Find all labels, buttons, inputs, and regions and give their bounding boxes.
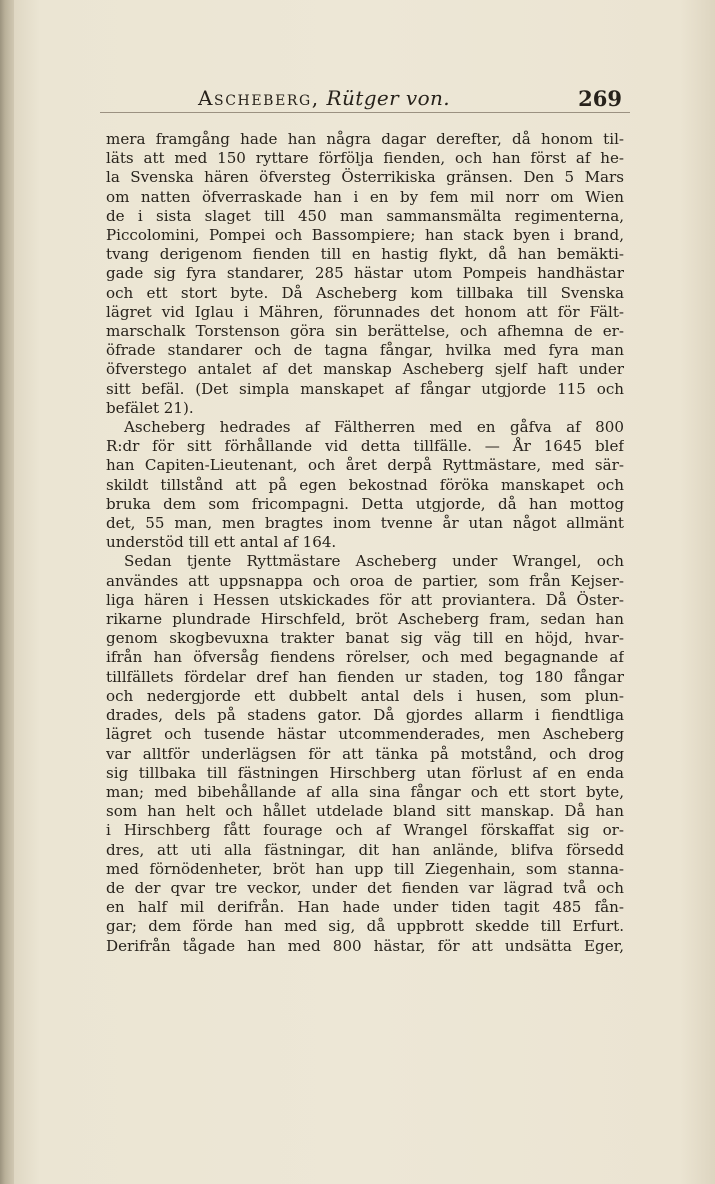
text-line: i Hirschberg fått fourage och af Wrangel förskaffat sig or-: [106, 821, 624, 840]
text-line: understöd till ett antal af 164.: [106, 533, 337, 552]
text-line: man; med bibehållande af alla sina fångar och ett stort byte,: [106, 782, 624, 801]
running-head: [198, 86, 450, 110]
text-line: R:dr för sitt förhållande vid detta tillfälle. — År 1645 blef: [106, 437, 624, 456]
text-line: han Capiten-Lieutenant, och året derpå Ryttmästare, med sär-: [106, 456, 624, 475]
text-line: drades, dels på stadens gator. Då gjordes allarm i fiendtliga: [106, 706, 624, 725]
text-line: liga hären i Hessen utskickades för att proviantera. Då Öster-: [106, 590, 624, 609]
running-head-surname: Ascheberg,: [198, 86, 320, 110]
running-head-name: Rütger von.: [326, 86, 451, 110]
text-line: var alltför underlägsen för att tänka på motstånd, och drog: [106, 744, 624, 763]
text-line: Sedan tjente Ryttmästare Ascheberg under Wrangel, och: [124, 552, 624, 571]
text-line: Derifrån tågade han med 800 hästar, för att undsätta Eger,: [106, 936, 624, 955]
text-line: la Svenska hären öfversteg Österrikiska gränsen. Den 5 Mars: [106, 168, 624, 187]
paragraph-3: [106, 552, 624, 955]
text-line: gade sig fyra standarer, 285 hästar utom Pompeis handhästar: [106, 264, 624, 283]
page-header: [100, 86, 630, 113]
text-line: Ascheberg hedrades af Fältherren med en gåfva af 800: [124, 418, 624, 437]
text-line: gar; dem förde han med sig, då uppbrott skedde till Erfurt.: [106, 917, 624, 936]
text-line: en half mil derifrån. Han hade under tiden tagit 485 fån-: [106, 898, 624, 917]
text-line: rikarne plundrade Hirschfeld, bröt Ascheberg fram, sedan han: [106, 610, 624, 629]
page-number: 269: [578, 86, 622, 111]
text-line: bruka dem som fricompagni. Detta utgjorde, då han mottog: [106, 494, 624, 513]
text-line: det, 55 man, men bragtes inom tvenne år utan något allmänt: [106, 514, 624, 533]
text-line: öfrade standarer och de tagna fångar, hvilka med fyra man: [106, 341, 624, 360]
text-line: som han helt och hållet utdelade bland sitt manskap. Då han: [106, 802, 624, 821]
text-line: med förnödenheter, bröt han upp till Ziegenhain, som stanna-: [106, 859, 624, 878]
text-line: tvang derigenom fienden till en hastig flykt, då han bemäkti-: [106, 245, 624, 264]
text-line: dres, att uti alla fästningar, dit han anlände, blifva försedd: [106, 840, 624, 859]
text-line: ifrån han öfversåg fiendens rörelser, och med begagnande af: [106, 648, 624, 667]
text-line: sig tillbaka till fästningen Hirschberg utan förlust af en enda: [106, 763, 624, 782]
text-line: öfverstego antalet af det manskap Ascheberg sjelf haft under: [106, 360, 624, 379]
page-binding-shadow: [0, 0, 14, 1184]
text-line: marschalk Torstenson göra sin berättelse, och afhemna de er-: [106, 322, 624, 341]
text-line: lägret vid Iglau i Mähren, förunnades det honom att för Fält-: [106, 302, 624, 321]
text-line: genom skogbevuxna trakter banat sig väg till en höjd, hvar-: [106, 629, 624, 648]
text-line: läts att med 150 ryttare förfölja fienden, och han först af he-: [106, 149, 624, 168]
paragraph-1: [106, 130, 624, 418]
text-line: om natten öfverraskade han i en by fem mil norr om Wien: [106, 187, 624, 206]
text-line: sitt befäl. (Det simpla manskapet af fångar utgjorde 115 och: [106, 379, 624, 398]
text-line: och ett stort byte. Då Ascheberg kom tillbaka till Svenska: [106, 283, 624, 302]
text-line: de i sista slaget till 450 man sammansmälta regimenterna,: [106, 206, 624, 225]
text-line: användes att uppsnappa och oroa de partier, som från Kejser-: [106, 571, 624, 590]
text-line: skildt tillstånd att på egen bekostnad föröka manskapet och: [106, 475, 624, 494]
text-line: och nedergjorde ett dubbelt antal dels i husen, som plun-: [106, 686, 624, 705]
text-line: lägret och tusende hästar utcommenderades, men Ascheberg: [106, 725, 624, 744]
text-line: de der qvar tre veckor, under det fienden var lägrad två och: [106, 878, 624, 897]
text-line: befälet 21).: [106, 398, 194, 417]
text-line: Piccolomini, Pompei och Bassompiere; han stack byen i brand,: [106, 226, 624, 245]
text-line: mera framgång hade han några dagar derefter, då honom til-: [106, 130, 624, 148]
paragraph-2: [106, 418, 624, 552]
body-text: [106, 130, 624, 956]
text-line: tillfällets fördelar dref han fienden ur staden, tog 180 fångar: [106, 667, 624, 686]
